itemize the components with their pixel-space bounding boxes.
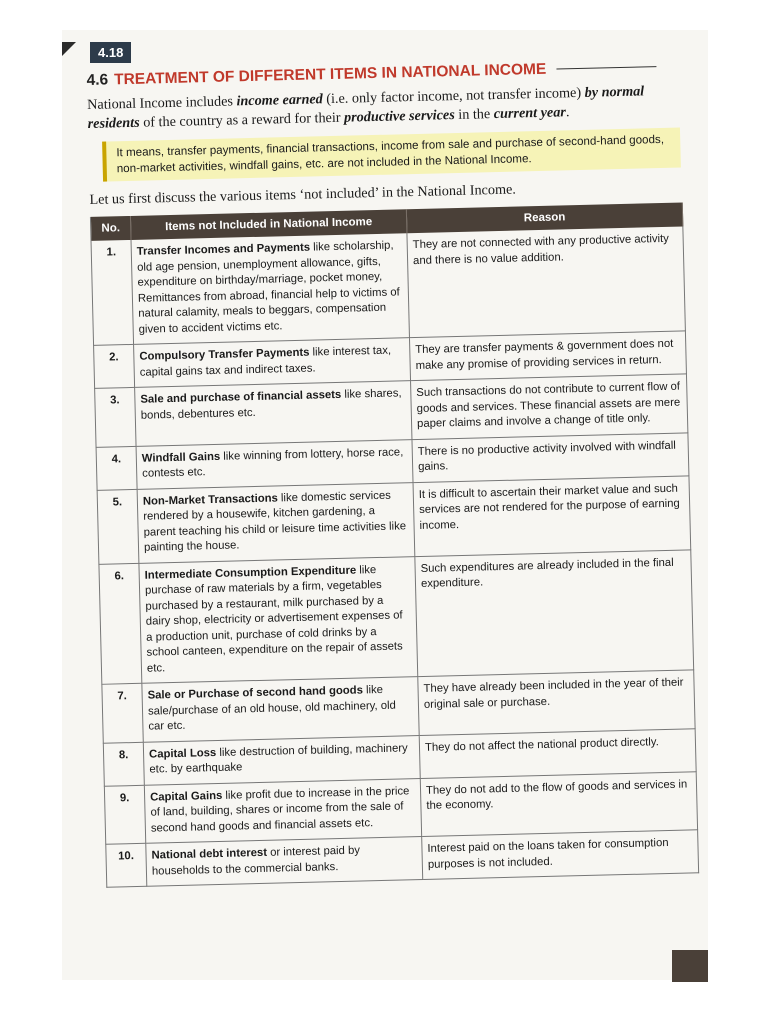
item-description: or interest paid by households to the commercial banks. bbox=[151, 844, 361, 878]
item-description: like purchase of raw materials by a firm, vegetables purchased by a restaurant, milk purchased by a dairy shop, electricity or advertisement expenses of a production unit, purchase of cold drinks by a school canteen, expenditure on the repair of assets etc. bbox=[144, 563, 403, 675]
intro-text: (i.e. only factor income, not transfer income) bbox=[322, 84, 585, 108]
item-title: Capital Gains bbox=[149, 789, 223, 804]
header-no: No. bbox=[90, 216, 131, 241]
item-title: Non-Market Transactions bbox=[142, 491, 278, 508]
item-cell bbox=[144, 778, 421, 843]
row-number: 8. bbox=[103, 742, 144, 786]
item-title: National debt interest bbox=[151, 846, 268, 862]
row-number: 4. bbox=[96, 446, 137, 490]
item-title: Capital Loss bbox=[148, 746, 217, 761]
item-title: Windfall Gains bbox=[141, 450, 221, 465]
highlight-note: It means, transfer payments, financial transactions, income from sale and purchase of second-hand goods, non-market activities, windfall gains, etc. are not included in the National Income. bbox=[102, 128, 681, 182]
intro-text: of the country as a reward for their bbox=[139, 109, 345, 131]
reason-cell: It is difficult to ascertain their market value and such services are not rendered for the purpose of earning income. bbox=[413, 475, 691, 556]
intro-text: in the bbox=[454, 106, 494, 124]
reason-cell: There is no productive activity involved with windfall gains. bbox=[412, 432, 689, 482]
intro-paragraph bbox=[87, 82, 680, 134]
table-row bbox=[99, 549, 694, 684]
row-number: 5. bbox=[97, 489, 139, 564]
item-title: Sale and purchase of financial assets bbox=[140, 388, 342, 406]
lead-sentence: Let us first discuss the various items ‘not included’ in the National Income. bbox=[89, 181, 517, 208]
reason-cell: Such expenditures are already included in the final expenditure. bbox=[415, 549, 694, 676]
intro-emphasis: productive services bbox=[343, 107, 455, 126]
row-number: 2. bbox=[94, 344, 135, 388]
item-description: like shares, bonds, debentures etc. bbox=[140, 387, 402, 422]
item-description: like profit due to increase in the price of land, building, shares or income from the sale of second hand goods and financial assets etc. bbox=[150, 784, 410, 835]
row-number: 6. bbox=[99, 563, 142, 684]
item-cell bbox=[143, 735, 420, 785]
heading-rule bbox=[556, 66, 656, 69]
corner-triangle-icon bbox=[62, 42, 76, 56]
row-number: 3. bbox=[95, 387, 136, 446]
item-cell bbox=[137, 482, 415, 563]
row-number: 9. bbox=[104, 785, 145, 844]
item-title: Sale or Purchase of second hand goods bbox=[147, 684, 364, 702]
items-table bbox=[90, 202, 699, 887]
reason-cell: Such transactions do not contribute to current flow of goods and services. These financial assets are mere paper claims and involve a change of title only. bbox=[411, 374, 688, 439]
item-cell bbox=[135, 381, 412, 446]
item-description: like interest tax, capital gains tax and indirect taxes. bbox=[139, 344, 392, 379]
item-description: like sale/purchase of an old house, old machinery, old car etc. bbox=[147, 683, 396, 733]
row-number: 10. bbox=[106, 843, 147, 887]
item-description: like scholarship, old age pension, unemployment allowance, gifts, expenditure on birthday/marriage, pocket money, Remittances from abroad, financial help to victims of natural calamity, meals to beggars, compensation given to accident victims etc. bbox=[137, 239, 400, 336]
page-edge-shadow bbox=[672, 950, 708, 982]
reason-cell: They do not add to the flow of goods and services in the economy. bbox=[420, 771, 697, 836]
reason-cell: Interest paid on the loans taken for consumption purposes is not included. bbox=[422, 830, 699, 880]
item-cell bbox=[134, 338, 411, 388]
row-number: 7. bbox=[102, 683, 143, 742]
header-items: Items not Included in National Income bbox=[130, 209, 407, 240]
reason-cell: They are transfer payments & government does not make any promise of providing services in return. bbox=[409, 331, 686, 381]
item-cell bbox=[142, 677, 419, 742]
header-reason: Reason bbox=[406, 202, 683, 233]
intro-emphasis: current year bbox=[493, 104, 567, 123]
page-content bbox=[86, 42, 698, 888]
table-row bbox=[91, 226, 685, 345]
item-cell bbox=[146, 837, 423, 887]
intro-emphasis: by normal residents bbox=[87, 83, 645, 132]
section-number: 4.6 bbox=[86, 71, 109, 89]
item-cell bbox=[131, 233, 409, 344]
item-cell bbox=[139, 556, 418, 683]
item-description: like domestic services rendered by a housewife, kitchen gardening, a parent teaching his child or leisure time activities like painting the house. bbox=[143, 489, 407, 554]
reason-cell: They have already been included in the year of their original sale or purchase. bbox=[418, 670, 695, 735]
item-title: Intermediate Consumption Expenditure bbox=[144, 564, 357, 582]
intro-text: National Income includes bbox=[87, 93, 237, 113]
item-description: like winning from lottery, horse race, contests etc. bbox=[142, 445, 404, 480]
item-title: Transfer Incomes and Payments bbox=[136, 241, 311, 258]
intro-emphasis: income earned bbox=[236, 91, 323, 110]
item-cell bbox=[136, 439, 413, 489]
intro-text: . bbox=[565, 104, 570, 121]
section-title: TREATMENT OF DIFFERENT ITEMS IN NATIONAL INCOME bbox=[113, 60, 547, 89]
page-number-badge: 4.18 bbox=[90, 42, 131, 63]
item-title: Compulsory Transfer Payments bbox=[139, 346, 310, 363]
reason-cell: They are not connected with any productive activity and there is no value addition. bbox=[407, 226, 685, 337]
item-description: like destruction of building, machinery etc. by earthquake bbox=[149, 741, 408, 776]
row-number: 1. bbox=[91, 240, 134, 345]
reason-cell: They do not affect the national product directly. bbox=[419, 728, 696, 778]
